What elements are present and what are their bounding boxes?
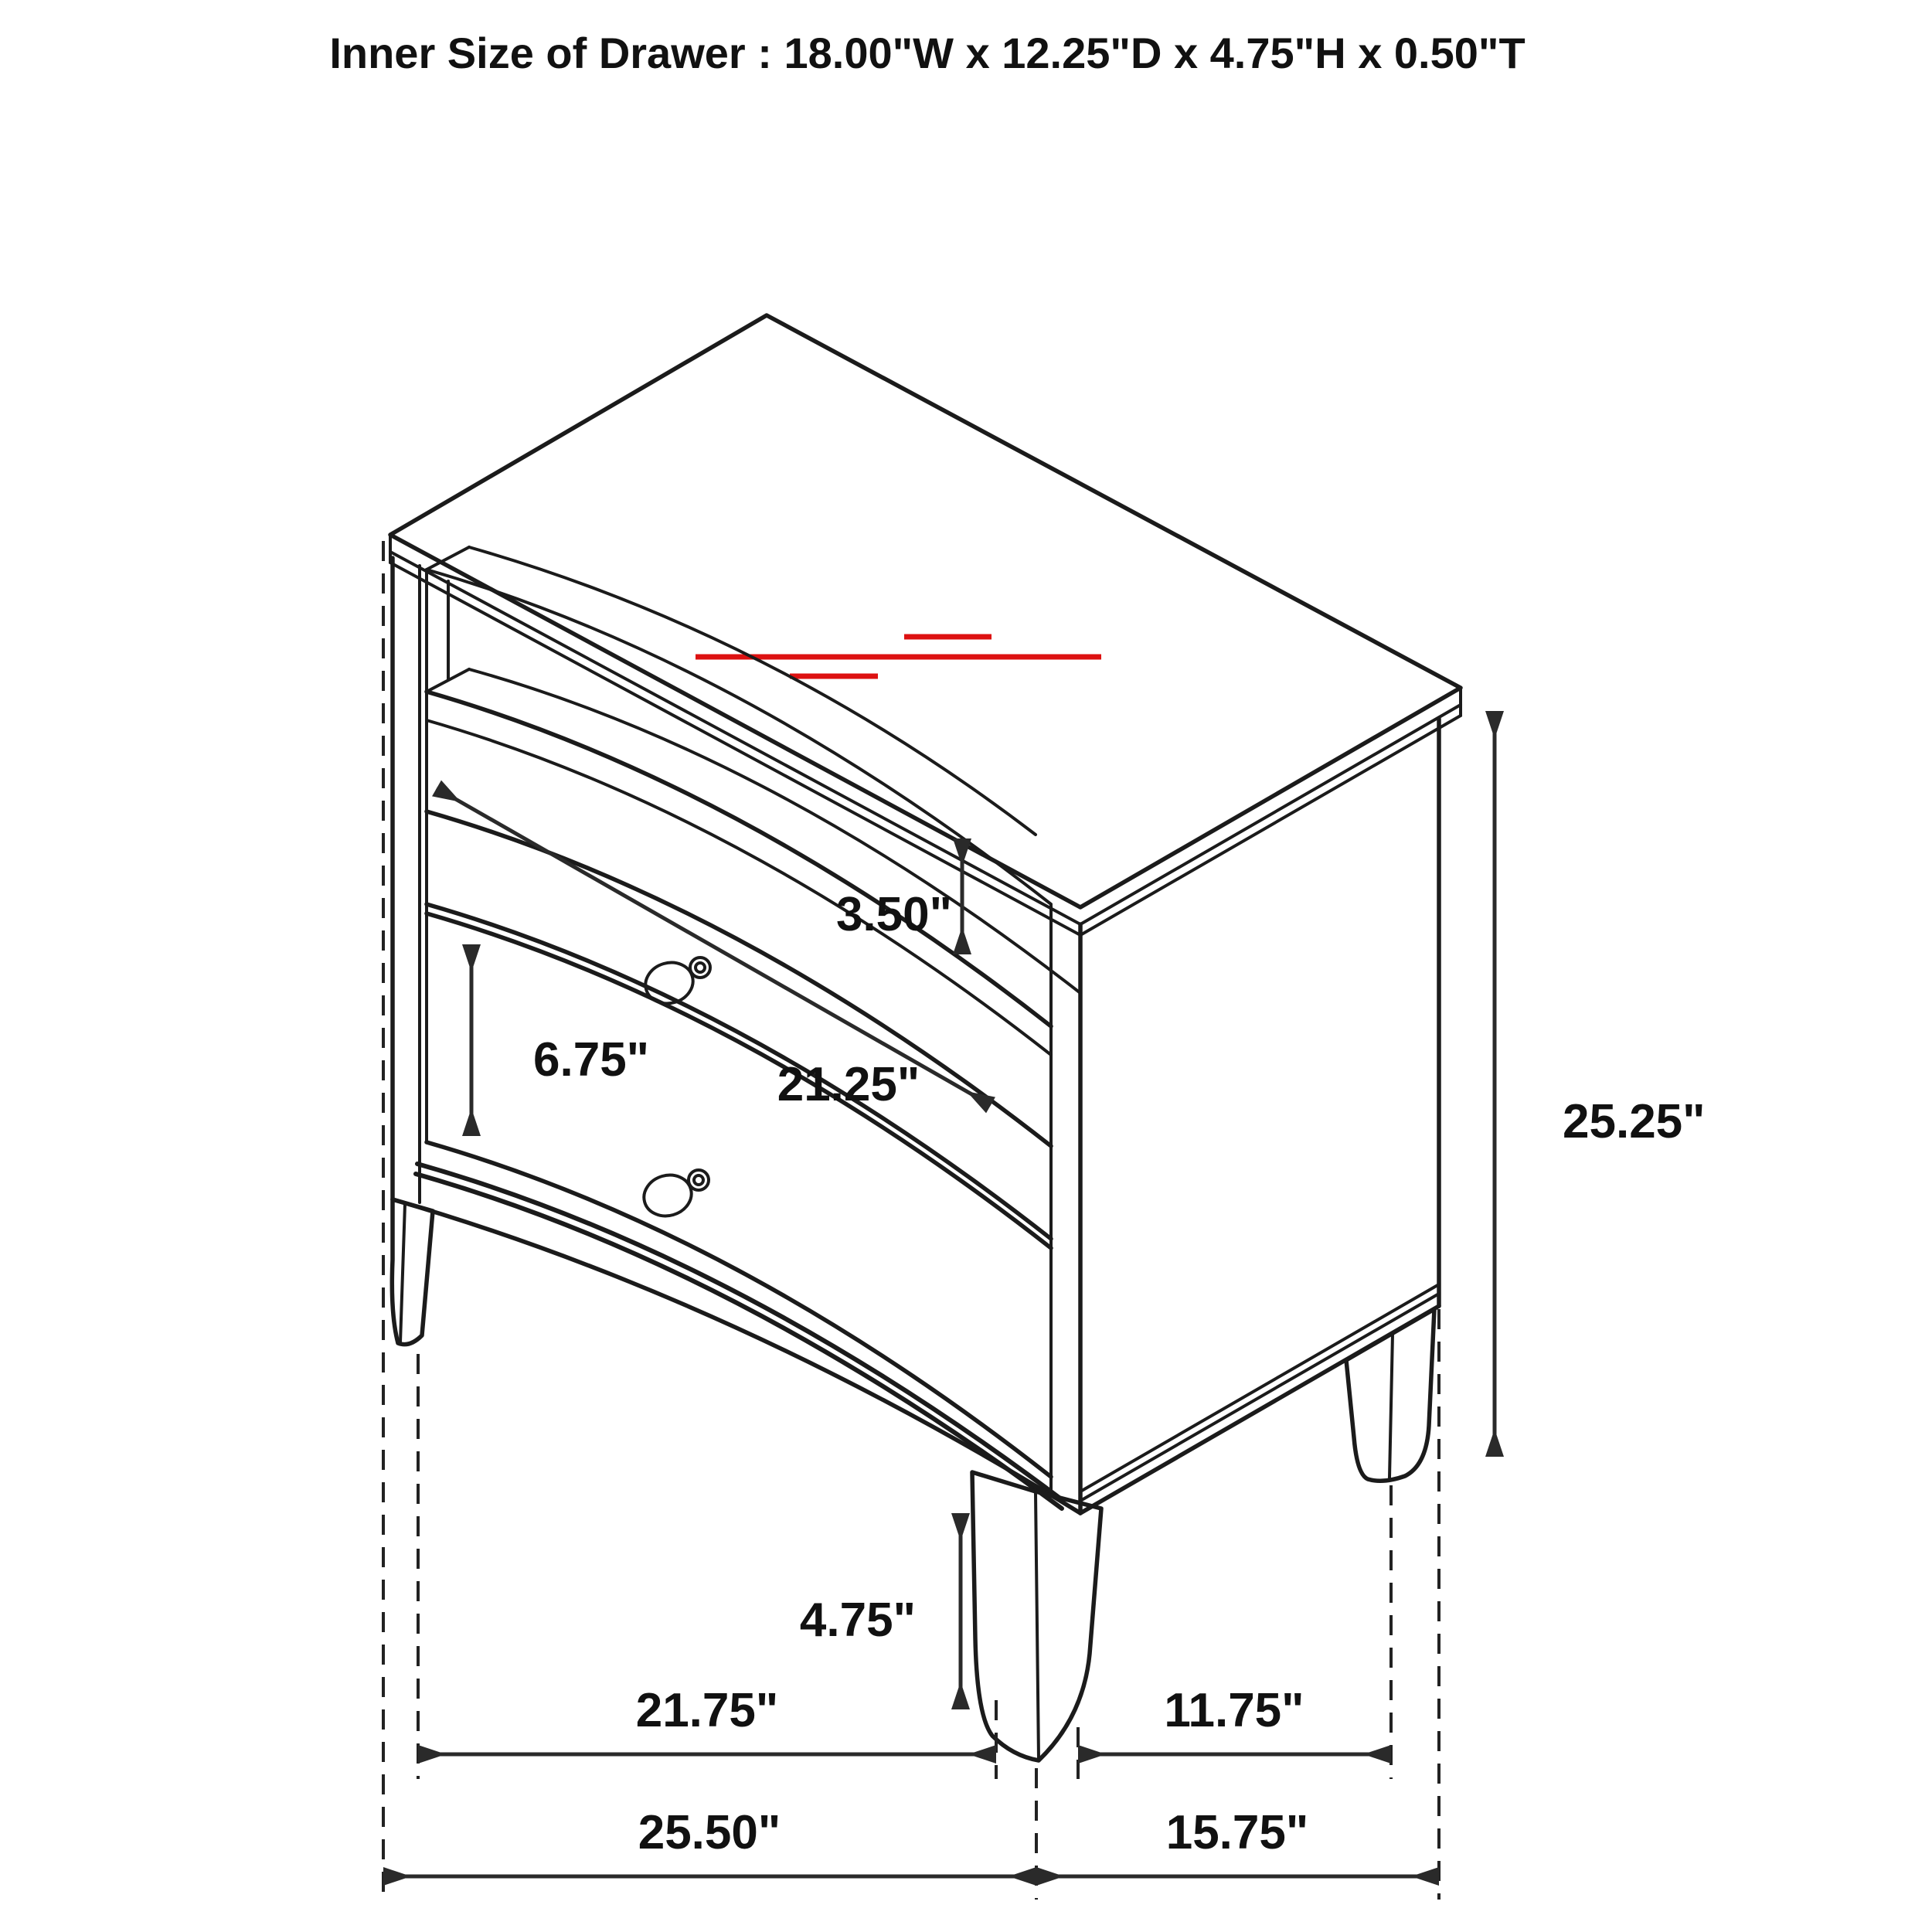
dimension-leg-height [800,1513,961,1709]
front-leg [972,1472,1101,1760]
left-leg [392,1199,433,1345]
knob-2 [639,1169,709,1221]
dim-label-leg-height: 4.75" [799,1594,916,1647]
base-rail [393,1164,1080,1513]
dim-label-front-leg-span: 21.75" [635,1684,779,1737]
watermark-lines [696,637,1101,676]
dimension-lower-drawer-height [471,944,649,1136]
top-face [390,315,1461,935]
dim-label-lower-drawer-height: 6.75" [533,1033,650,1087]
legs [392,1199,1434,1760]
dim-label-overall-depth: 15.75" [1165,1806,1309,1859]
shelf [427,669,1080,1055]
right-side-panel [1080,719,1439,1513]
dim-label-compartment-height: 3.50" [835,888,953,941]
right-leg [1346,1309,1434,1481]
dimension-front-leg-span [418,1684,996,1754]
dimension-overall-width [383,1806,1036,1876]
page-title: Inner Size of Drawer : 18.00"W x 12.25"D x 4.75"H x 0.50"T [329,29,1526,77]
dimension-overall-depth [1036,1806,1439,1876]
knob-1 [641,957,710,1009]
dim-label-drawer-front-width: 21.25" [777,1058,920,1111]
dimension-compartment-height [836,838,962,954]
dimension-side-leg-span [1078,1684,1391,1754]
front-corner-post [1051,906,1080,1513]
dimension-overall-height [1495,711,1706,1457]
dim-label-side-leg-span: 11.75" [1164,1684,1304,1737]
left-corner-stile [393,558,427,1202]
dim-label-overall-height: 25.25" [1563,1095,1706,1148]
dim-label-overall-width: 25.50" [638,1806,781,1859]
